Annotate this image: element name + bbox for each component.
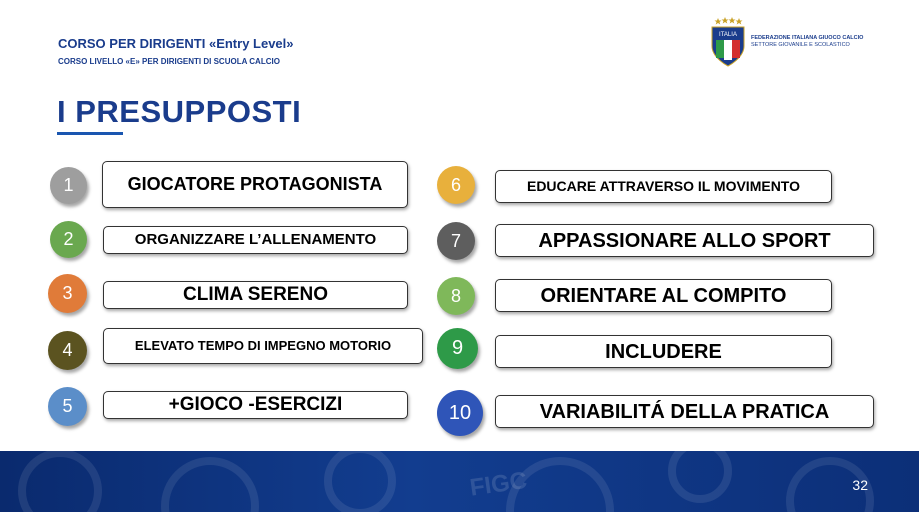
item-number-6: 6 xyxy=(437,166,475,204)
figc-logo xyxy=(708,16,748,68)
page-title: I PRESUPPOSTI xyxy=(57,94,302,129)
item-label-2: ORGANIZZARE L’ALLENAMENTO xyxy=(103,226,408,254)
svg-text:ITALIA: ITALIA xyxy=(719,32,737,38)
item-label-3: CLIMA SERENO xyxy=(103,281,408,309)
item-label-4: ELEVATO TEMPO DI IMPEGNO MOTORIO xyxy=(103,328,423,364)
item-number-5: 5 xyxy=(48,387,87,426)
item-label-6: EDUCARE ATTRAVERSO IL MOVIMENTO xyxy=(495,170,832,203)
item-number-8: 8 xyxy=(437,277,475,315)
item-label-10: VARIABILITÁ DELLA PRATICA xyxy=(495,395,874,428)
footer-pattern xyxy=(0,451,919,512)
title-underline xyxy=(57,132,123,135)
item-label-7: APPASSIONARE ALLO SPORT xyxy=(495,224,874,257)
course-subtitle: CORSO LIVELLO «E» PER DIRIGENTI DI SCUOLA CALCIO xyxy=(58,57,280,66)
federation-name: FEDERAZIONE ITALIANA GIUOCO CALCIO xyxy=(751,35,864,41)
item-label-5: +GIOCO -ESERCIZI xyxy=(103,391,408,419)
item-number-4: 4 xyxy=(48,331,87,370)
course-title: CORSO PER DIRIGENTI «Entry Level» xyxy=(58,36,294,51)
figc-watermark: FIGC xyxy=(468,466,529,502)
item-label-9: INCLUDERE xyxy=(495,335,832,368)
item-label-1: GIOCATORE PROTAGONISTA xyxy=(102,161,408,208)
federation-sector: SETTORE GIOVANILE E SCOLASTICO xyxy=(751,42,850,48)
item-number-1: 1 xyxy=(50,167,87,204)
item-number-3: 3 xyxy=(48,274,87,313)
page-number: 32 xyxy=(852,477,868,493)
item-number-2: 2 xyxy=(50,221,87,258)
item-number-10: 10 xyxy=(437,390,483,436)
item-number-7: 7 xyxy=(437,222,475,260)
footer-band xyxy=(0,451,919,512)
item-number-9: 9 xyxy=(437,328,478,369)
item-label-8: ORIENTARE AL COMPITO xyxy=(495,279,832,312)
